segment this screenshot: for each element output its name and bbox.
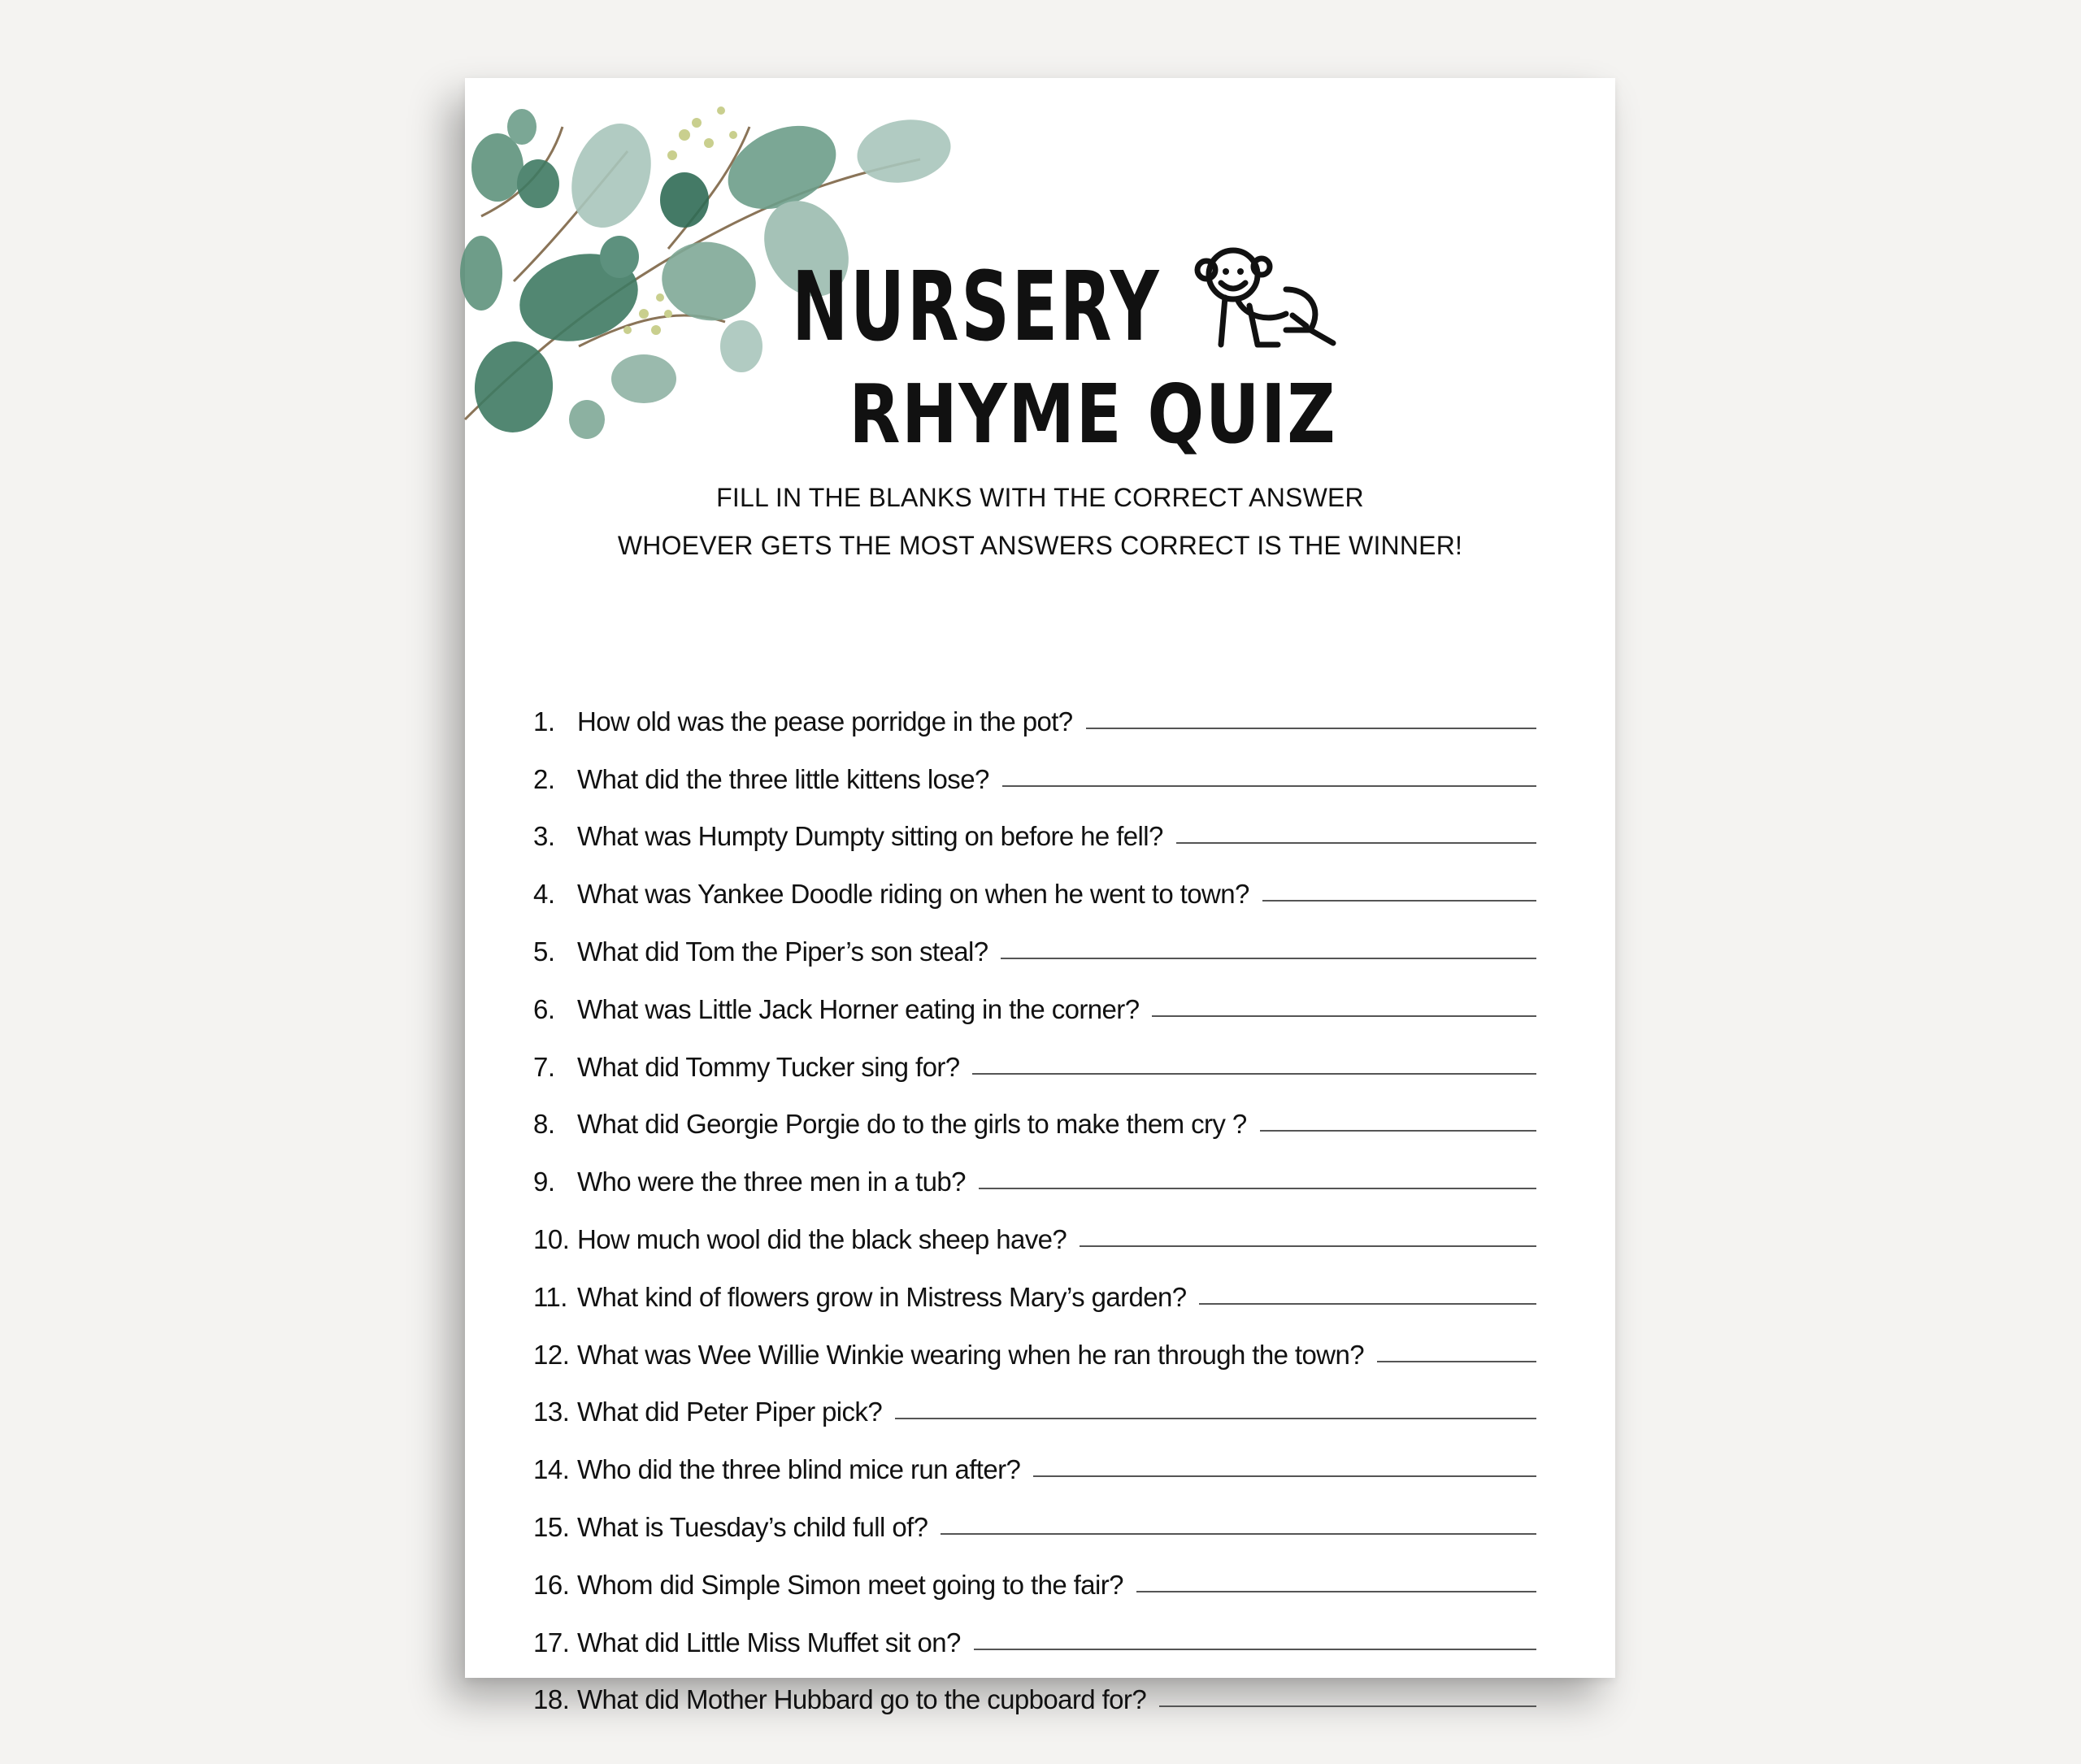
- answer-blank[interactable]: [1033, 1475, 1536, 1477]
- question-text: What did Tommy Tucker sing for?: [577, 1051, 960, 1082]
- answer-blank[interactable]: [1002, 785, 1536, 787]
- answer-blank[interactable]: [1377, 1361, 1536, 1362]
- question-item: [533, 1255, 1606, 1313]
- question-item: [533, 852, 1606, 910]
- title-line-2: RHYME QUIZ: [849, 367, 1337, 462]
- question-number: 3.: [533, 821, 555, 852]
- question-text: What kind of flowers grow in Mistress Mary’s garden?: [577, 1281, 1187, 1312]
- question-text: How old was the pease porridge in the pot?: [577, 706, 1073, 736]
- question-text: What was Wee Willie Winkie wearing when he ran through the town?: [577, 1339, 1364, 1370]
- answer-blank[interactable]: [974, 1649, 1536, 1650]
- question-item: [533, 1485, 1606, 1543]
- answer-blank[interactable]: [1262, 900, 1536, 902]
- question-number: 17.: [533, 1627, 570, 1658]
- question-number: 10.: [533, 1223, 570, 1254]
- question-number: 11.: [533, 1281, 567, 1312]
- question-item: [533, 967, 1606, 1025]
- question-text: What did the three little kittens lose?: [577, 763, 989, 794]
- instruction-line-2: WHOEVER GETS THE MOST ANSWERS CORRECT IS THE WINNER!: [617, 531, 1463, 560]
- question-text: Who were the three men in a tub?: [577, 1167, 966, 1197]
- question-text: What was Yankee Doodle riding on when he went to town?: [577, 879, 1249, 910]
- question-item: [533, 1083, 1606, 1141]
- question-item: [533, 1140, 1606, 1197]
- question-text: What is Tuesday’s child full of?: [577, 1511, 928, 1542]
- question-item: [533, 680, 1606, 737]
- question-number: 13.: [533, 1397, 570, 1427]
- question-text: What did Little Miss Muffet sit on?: [577, 1627, 961, 1658]
- answer-blank[interactable]: [1152, 1015, 1536, 1017]
- question-item: [533, 1601, 1606, 1658]
- answer-blank[interactable]: [1260, 1130, 1536, 1132]
- question-list: [533, 680, 1606, 1715]
- question-number: 4.: [533, 879, 555, 910]
- question-item: [533, 1371, 1606, 1428]
- question-text: Who did the three blind mice run after?: [577, 1454, 1021, 1485]
- question-item: [533, 1313, 1606, 1371]
- question-number: 18.: [533, 1684, 570, 1715]
- question-number: 5.: [533, 936, 555, 967]
- question-text: What did Mother Hubbard go to the cupboard for?: [577, 1684, 1147, 1715]
- question-number: 1.: [533, 706, 555, 736]
- question-item: [533, 1197, 1606, 1255]
- answer-blank[interactable]: [1136, 1591, 1536, 1592]
- answer-blank[interactable]: [1199, 1303, 1536, 1305]
- question-item: [533, 795, 1606, 853]
- quiz-card: [465, 78, 1615, 1715]
- title-line-1: NURSERY: [792, 250, 1162, 363]
- question-number: 9.: [533, 1167, 555, 1197]
- question-item: [533, 1427, 1606, 1485]
- question-item: [533, 1025, 1606, 1083]
- question-text: Whom did Simple Simon meet going to the fair?: [577, 1569, 1123, 1600]
- answer-blank[interactable]: [1086, 728, 1536, 729]
- answer-blank[interactable]: [979, 1188, 1536, 1189]
- answer-blank[interactable]: [1159, 1705, 1536, 1707]
- answer-blank[interactable]: [1080, 1245, 1536, 1247]
- question-number: 8.: [533, 1109, 555, 1140]
- question-item: [533, 1543, 1606, 1601]
- question-item: [533, 737, 1606, 795]
- monkey-icon: [1188, 241, 1343, 354]
- answer-blank[interactable]: [941, 1533, 1536, 1535]
- question-text: What did Peter Piper pick?: [577, 1397, 883, 1427]
- answer-blank[interactable]: [1176, 842, 1536, 844]
- answer-blank[interactable]: [1001, 958, 1536, 959]
- question-text: What was Humpty Dumpty sitting on before he fell?: [577, 821, 1163, 852]
- question-text: What did Georgie Porgie do to the girls to make them cry ?: [577, 1109, 1247, 1140]
- question-number: 14.: [533, 1454, 570, 1485]
- question-number: 15.: [533, 1511, 570, 1542]
- answer-blank[interactable]: [972, 1073, 1536, 1075]
- question-text: What was Little Jack Horner eating in the corner?: [577, 993, 1140, 1024]
- question-item: [533, 1658, 1606, 1716]
- question-text: How much wool did the black sheep have?: [577, 1223, 1067, 1254]
- question-number: 7.: [533, 1051, 555, 1082]
- question-number: 16.: [533, 1569, 570, 1600]
- question-number: 2.: [533, 763, 555, 794]
- question-text: What did Tom the Piper’s son steal?: [577, 936, 988, 967]
- answer-blank[interactable]: [895, 1418, 1536, 1419]
- question-number: 6.: [533, 993, 555, 1024]
- question-item: [533, 910, 1606, 967]
- instruction-line-1: FILL IN THE BLANKS WITH THE CORRECT ANSWER: [716, 483, 1364, 512]
- question-number: 12.: [533, 1339, 570, 1370]
